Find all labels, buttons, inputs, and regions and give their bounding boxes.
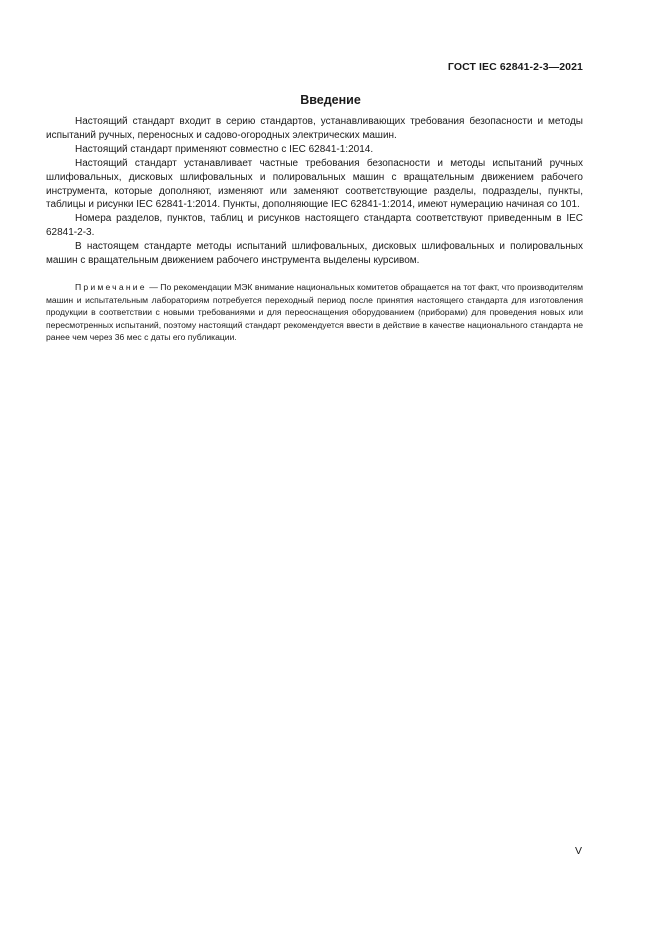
page-number: V (574, 845, 582, 857)
note-text: — По рекомендации МЭК внимание национальных комитетов обращается на тот факт, что производителям машин и испытательным лабораториям потребуется переходный период после принятия настоящего стандарта для изготовления продукции в соответствии с новыми требованиями и для переоснащения оборудованием (приборами) для проведения новых или пересмотренных испытаний, поэтому настоящий стандарт рекомендуется ввести в действие в качестве национального стандарта не ранее чем через 36 мес с даты его публикации. (46, 282, 583, 343)
section-title: Введение (300, 93, 361, 107)
paragraph-requirements: Настоящий стандарт устанавливает частные требования безопасности и методы испытаний ручных шлифовальных, дисковых шлифовальных и полировальных машин с вращательным движением рабочего инструмента, которые дополняют, изменяют или заменяют соответствующие разделы, подразделы, пункты, таблицы и рисунки IEC 62841-1:2014. Пункты, дополняющие IEC 62841-1:2014, имеют нумерацию начиная со 101. (46, 157, 583, 211)
paragraph-series: Настоящий стандарт входит в серию стандартов, устанавливающих требования безопасности и методы испытаний ручных, переносных и садово-огородных электрических машин. (46, 116, 583, 141)
note (46, 281, 583, 344)
paragraph-italic-methods: В настоящем стандарте методы испытаний шлифовальных, дисковых шлифовальных и полировальных машин с вращательным движением рабочего инструмента выделены курсивом. (46, 241, 583, 267)
document-code: ГОСТ IEC 62841-2-3—2021 (447, 61, 583, 73)
paragraph-used-with: Настоящий стандарт применяют совместно с IEC 62841-1:2014. (75, 143, 374, 155)
paragraph-numbering: Номера разделов, пунктов, таблиц и рисунков настоящего стандарта соответствуют приведенным в IEC 62841-2-3. (46, 213, 583, 239)
body-text (46, 115, 583, 268)
note-label: Примечание (75, 282, 147, 292)
